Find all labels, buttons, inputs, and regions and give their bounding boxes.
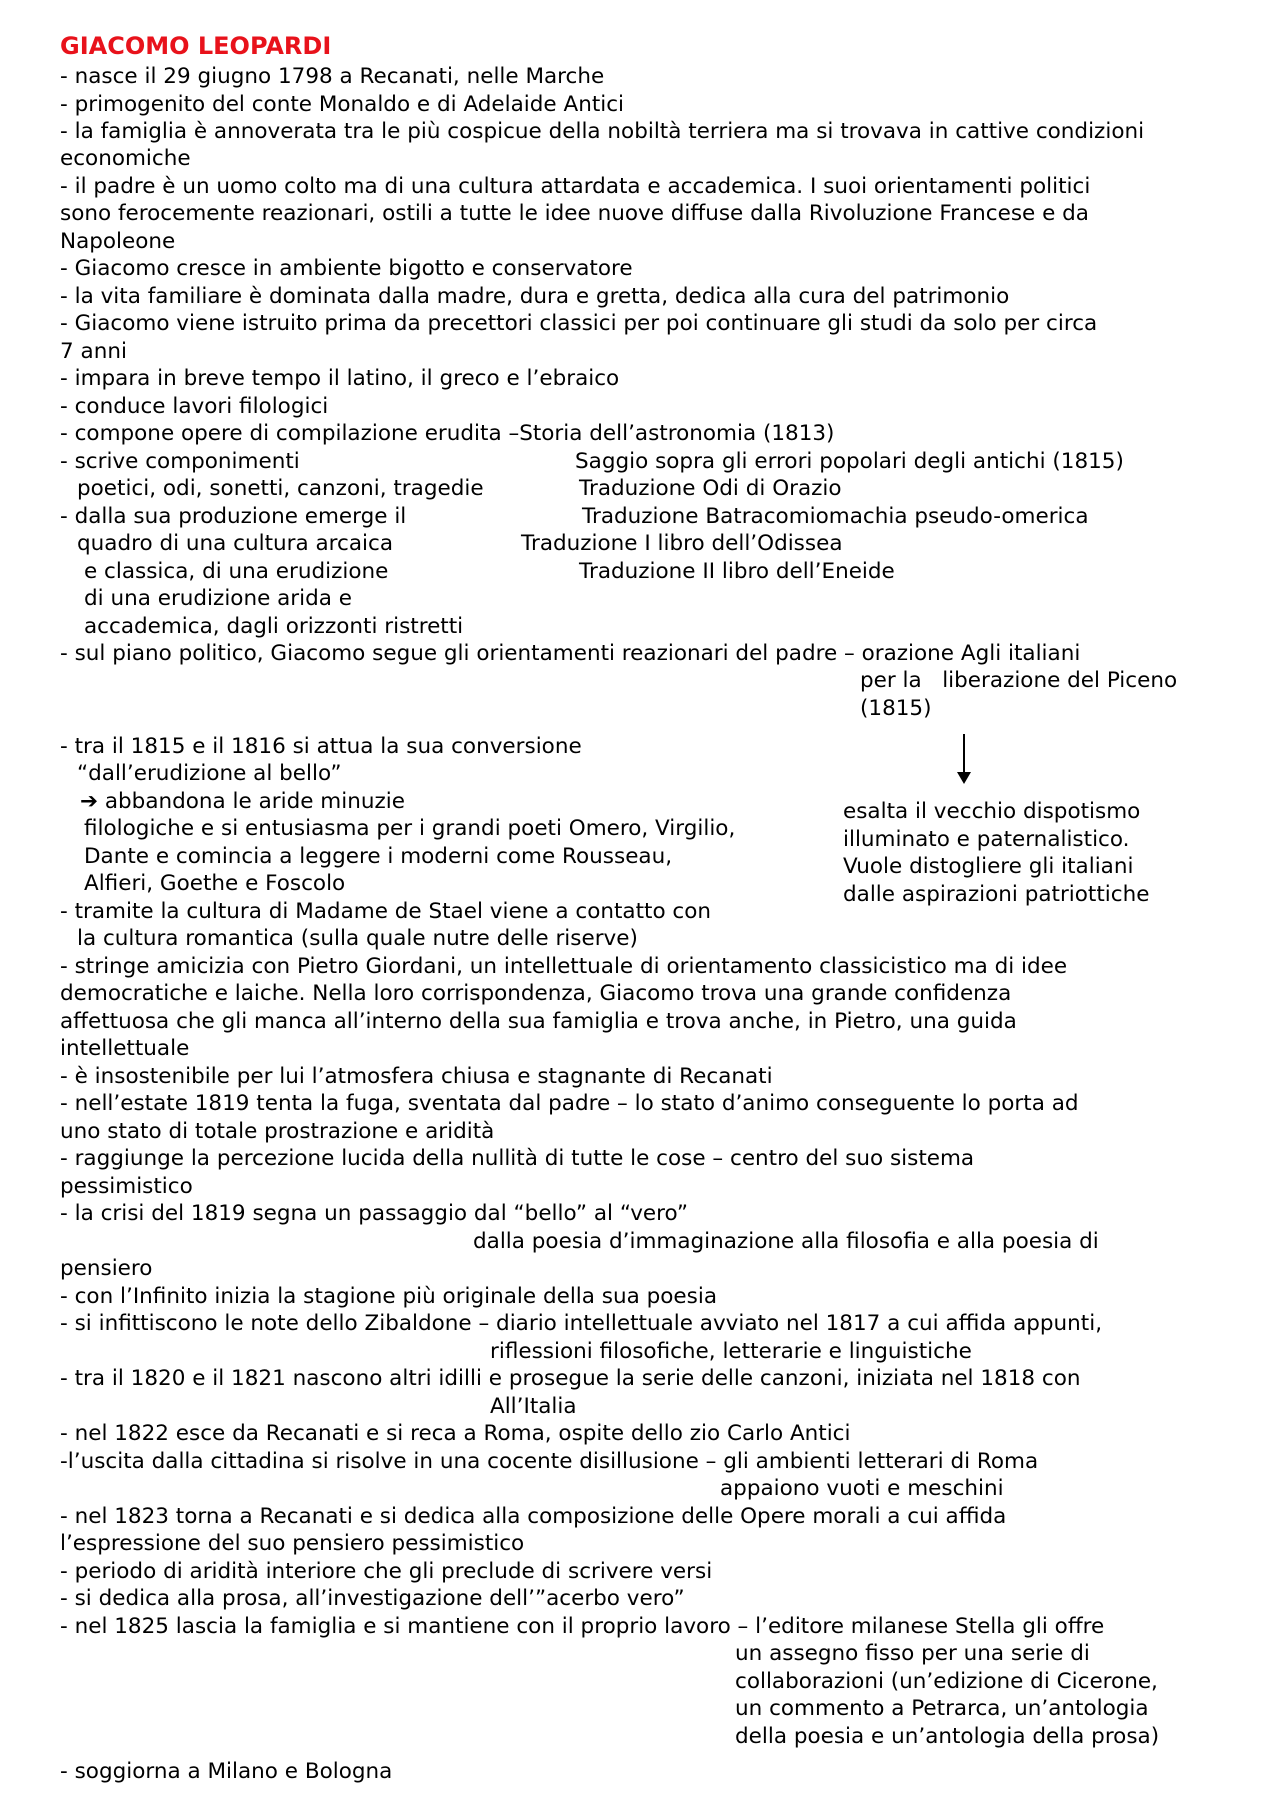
text-line: di una erudizione arida e: [84, 586, 353, 611]
text-line: 7 anni: [60, 339, 127, 364]
text-line: e classica, di una erudizione: [84, 559, 389, 584]
text-line: - nasce il 29 giugno 1798 a Recanati, nelle Marche: [60, 64, 605, 89]
text-line: - impara in breve tempo il latino, il greco e l’ebraico: [60, 366, 620, 391]
text-line: un commento a Petrarca, un’antologia: [735, 1696, 1149, 1721]
text-line: - tramite la cultura di Madame de Stael viene a contatto con: [60, 899, 712, 924]
text-line: accademica, dagli orizzonti ristretti: [84, 614, 464, 639]
text-line: affettuosa che gli manca all’interno della sua famiglia e trova anche, in Pietro, una guida: [60, 1009, 1017, 1034]
text-line: - è insostenibile per lui l’atmosfera chiusa e stagnante di Recanati: [60, 1064, 773, 1089]
text-line: -l’uscita dalla cittadina si risolve in una cocente disillusione – gli ambienti letterari di Roma: [60, 1449, 1039, 1474]
text-line: - scrive componimenti: [60, 449, 300, 474]
text-line: intellettuale: [60, 1036, 190, 1061]
text-line: - la famiglia è annoverata tra le più cospicue della nobiltà terriera ma si trovava in cattive condizioni: [60, 119, 1145, 144]
text-line: - nel 1822 esce da Recanati e si reca a Roma, ospite dello zio Carlo Antici: [60, 1421, 851, 1446]
text-line: “dall’erudizione al bello”: [77, 761, 342, 786]
text-line: (1815): [860, 696, 932, 721]
text-line: della poesia e un’antologia della prosa): [735, 1724, 1160, 1749]
text-line: - soggiorna a Milano e Bologna: [60, 1759, 393, 1784]
text-line: ➔ abbandona le aride minuzie: [80, 789, 405, 814]
text-line: - Giacomo cresce in ambiente bigotto e conservatore: [60, 256, 633, 281]
text-line: - sul piano politico, Giacomo segue gli orientamenti reazionari del padre – orazione Agli italiani: [60, 641, 1081, 666]
text-line: Dante e comincia a leggere i moderni come Rousseau,: [84, 844, 673, 869]
text-line: democratiche e laiche. Nella loro corrispondenza, Giacomo trova una grande confidenza: [60, 981, 1012, 1006]
text-line: - nel 1823 torna a Recanati e si dedica alla composizione delle Opere morali a cui affida: [60, 1504, 1007, 1529]
text-line: per la liberazione del Piceno: [860, 668, 1178, 693]
text-line: uno stato di totale prostrazione e aridità: [60, 1119, 495, 1144]
text-line: - nel 1825 lascia la famiglia e si mantiene con il proprio lavoro – l’editore milanese Stella gli offre: [60, 1614, 1105, 1639]
work-list-item: Traduzione I libro dell’Odissea: [521, 531, 843, 556]
text-line: riflessioni filosofiche, letterarie e linguistiche: [490, 1339, 972, 1364]
text-line: Alfieri, Goethe e Foscolo: [84, 871, 346, 896]
text-line: filologiche e si entusiasma per i grandi poeti Omero, Virgilio,: [84, 816, 736, 841]
work-list-item: Traduzione II libro dell’Eneide: [579, 559, 895, 584]
side-note-line: Vuole distogliere gli italiani: [843, 854, 1134, 879]
text-line: - il padre è un uomo colto ma di una cultura attardata e accademica. I suoi orientamenti politici: [60, 174, 1091, 199]
text-line: - la vita familiare è dominata dalla madre, dura e gretta, dedica alla cura del patrimonio: [60, 284, 1010, 309]
text-line: appaiono vuoti e meschini: [720, 1476, 1004, 1501]
text-line: - la crisi del 1819 segna un passaggio dal “bello” al “vero”: [60, 1201, 689, 1226]
text-line: - si dedica alla prosa, all’investigazione dell’”acerbo vero”: [60, 1586, 685, 1611]
text-line: - Giacomo viene istruito prima da precettori classici per poi continuare gli studi da solo per circa: [60, 311, 1098, 336]
text-line: - tra il 1820 e il 1821 nascono altri idilli e prosegue la serie delle canzoni, iniziata nel 1818 con: [60, 1366, 1081, 1391]
text-line: - compone opere di compilazione erudita –Storia dell’astronomia (1813): [60, 421, 835, 446]
text-line: economiche: [60, 146, 191, 171]
text-line: - primogenito del conte Monaldo e di Adelaide Antici: [60, 92, 625, 117]
page-title: GIACOMO LEOPARDI: [60, 32, 332, 60]
work-list-item: Saggio sopra gli errori popolari degli antichi (1815): [575, 449, 1124, 474]
side-note-line: esalta il vecchio dispotismo: [843, 799, 1141, 824]
text-line: poetici, odi, sonetti, canzoni, tragedie: [77, 476, 484, 501]
text-line: - nell’estate 1819 tenta la fuga, sventata dal padre – lo stato d’animo conseguente lo porta ad: [60, 1091, 1079, 1116]
text-line: - periodo di aridità interiore che gli preclude di scrivere versi: [60, 1559, 713, 1584]
text-line: - tra il 1815 e il 1816 si attua la sua conversione: [60, 734, 582, 759]
text-line: - con l’Infinito inizia la stagione più originale della sua poesia: [60, 1284, 718, 1309]
text-line: pessimistico: [60, 1174, 193, 1199]
text-line: - dalla sua produzione emerge il: [60, 504, 407, 529]
text-line: - raggiunge la percezione lucida della nullità di tutte le cose – centro del suo sistema: [60, 1146, 975, 1171]
side-note-line: dalle aspirazioni patriottiche: [843, 882, 1150, 907]
text-line: un assegno fisso per una serie di: [735, 1641, 1090, 1666]
text-line: pensiero: [60, 1256, 153, 1281]
text-line: l’espressione del suo pensiero pessimistico: [60, 1531, 525, 1556]
text-line: la cultura romantica (sulla quale nutre delle riserve): [77, 926, 638, 951]
text-line: dalla poesia d’immaginazione alla filosofia e alla poesia di: [473, 1229, 1099, 1254]
work-list-item: Traduzione Batracomiomachia pseudo-omerica: [582, 504, 1089, 529]
text-line: Napoleone: [60, 229, 176, 254]
down-arrow-icon: [963, 734, 965, 774]
arrow-head-icon: [957, 772, 971, 784]
text-line: - si infittiscono le note dello Zibaldone – diario intellettuale avviato nel 1817 a cui affida appunti,: [60, 1311, 1103, 1336]
text-line: collaborazioni (un’edizione di Cicerone,: [735, 1669, 1158, 1694]
text-line: - stringe amicizia con Pietro Giordani, un intellettuale di orientamento classicistico ma di idee: [60, 954, 1068, 979]
text-line: quadro di una cultura arcaica: [77, 531, 394, 556]
text-line: All’Italia: [490, 1394, 577, 1419]
text-line: - conduce lavori filologici: [60, 394, 329, 419]
side-note-line: illuminato e paternalistico.: [843, 827, 1130, 852]
work-list-item: Traduzione Odi di Orazio: [579, 476, 842, 501]
text-line: sono ferocemente reazionari, ostili a tutte le idee nuove diffuse dalla Rivoluzione Francese e da: [60, 201, 1089, 226]
